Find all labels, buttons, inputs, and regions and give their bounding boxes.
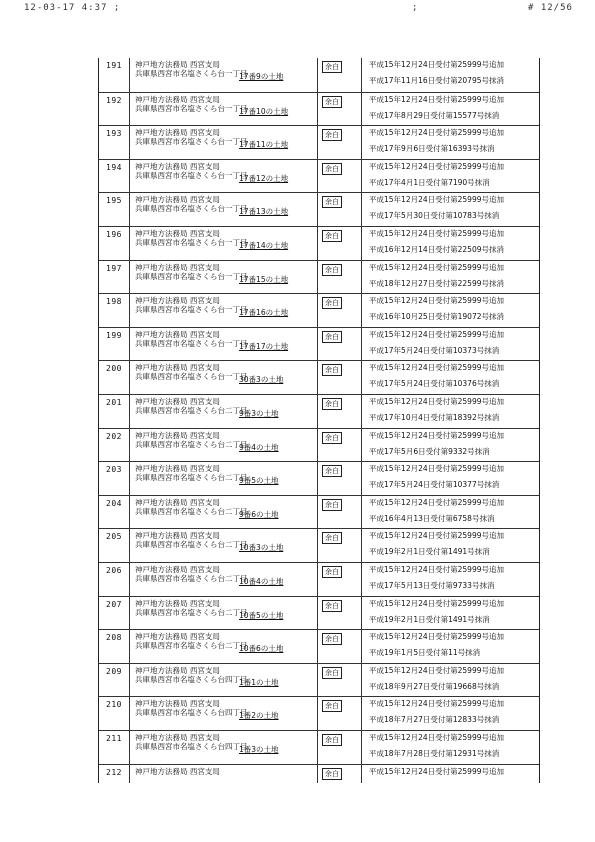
margin-stamp: 余白 xyxy=(322,600,342,612)
lot-number: 17番16の土地 xyxy=(239,308,289,318)
registration-cancellation: 平成17年5月24日受付第10373号抹消 xyxy=(369,345,500,355)
registry-office: 神戸地方法務局 西宮支局 xyxy=(135,128,220,138)
property-address: 兵庫県西宮市名塩さくら台一丁目 xyxy=(135,372,248,382)
lot-number: 9番4の土地 xyxy=(239,442,279,452)
registration-addition: 平成15年12月24日受付第25999号追加 xyxy=(369,262,504,272)
ledger-entry xyxy=(99,428,539,462)
registration-cancellation: 平成17年5月13日受付第9733号抹消 xyxy=(369,581,495,590)
margin-stamp: 余白 xyxy=(322,96,342,108)
property-address: 兵庫県西宮市名塩さくら台四丁目 xyxy=(135,674,248,684)
property-address: 兵庫県西宮市名塩さくら台一丁目 xyxy=(135,170,248,180)
property-address: 兵庫県西宮市名塩さくら台二丁目 xyxy=(135,439,248,449)
ledger-entry xyxy=(99,226,539,260)
registration-cancellation: 平成19年1月5日受付第11号抹消 xyxy=(369,648,481,658)
ledger-entry xyxy=(99,696,539,730)
registration-addition: 平成15年12月24日受付第25999号追加 xyxy=(369,733,504,742)
entry-number: 196 xyxy=(106,230,122,239)
registration-addition: 平成15年12月24日受付第25999号追加 xyxy=(369,60,504,69)
registry-office: 神戸地方法務局 西宮支局 xyxy=(135,195,220,205)
registration-addition: 平成15年12月24日受付第25999号追加 xyxy=(369,464,504,474)
collateral-ledger-table xyxy=(98,58,540,783)
ledger-entry xyxy=(99,394,539,428)
property-address: 兵庫県西宮市名塩さくら台二丁目 xyxy=(135,540,248,550)
registration-addition: 平成15年12月24日受付第25999号追加 xyxy=(369,161,504,171)
property-address: 兵庫県西宮市名塩さくら台一丁目 xyxy=(135,238,248,247)
entry-number: 201 xyxy=(106,398,122,407)
registry-office: 神戸地方法務局 西宮支局 xyxy=(135,632,220,642)
lot-number: 1番2の土地 xyxy=(239,711,279,721)
entry-number: 195 xyxy=(106,196,122,206)
registration-cancellation: 平成17年8月29日受付第15577号抹消 xyxy=(369,110,500,120)
lot-number: 17番11の土地 xyxy=(239,140,289,150)
lot-number: 30番3の土地 xyxy=(239,375,284,385)
entry-number: 211 xyxy=(106,734,122,743)
registration-cancellation: 平成18年7月27日受付第12833号抹消 xyxy=(369,715,500,725)
registry-office: 神戸地方法務局 西宮支局 xyxy=(135,531,220,541)
lot-number: 17番9の土地 xyxy=(239,72,284,81)
registration-addition: 平成15年12月24日受付第25999号追加 xyxy=(369,296,504,306)
ledger-entry xyxy=(99,764,539,798)
margin-stamp: 余白 xyxy=(322,61,342,73)
registration-cancellation: 平成17年5月24日受付第10377号抹消 xyxy=(369,480,500,490)
ledger-entry xyxy=(99,159,539,193)
lot-number: 10番5の土地 xyxy=(239,610,284,620)
ledger-entry xyxy=(99,663,539,697)
entry-number: 198 xyxy=(106,297,122,307)
property-address: 兵庫県西宮市名塩さくら台一丁目 xyxy=(135,103,248,113)
ledger-entry xyxy=(99,730,539,764)
registry-office: 神戸地方法務局 西宮支局 xyxy=(135,161,220,171)
entry-number: 205 xyxy=(106,532,122,542)
margin-stamp: 余白 xyxy=(322,700,342,712)
margin-stamp: 余白 xyxy=(322,499,342,511)
margin-stamp: 余白 xyxy=(322,432,342,444)
margin-stamp: 余白 xyxy=(322,398,342,410)
entry-number: 209 xyxy=(106,666,122,676)
registration-cancellation: 平成17年5月6日受付第9332号抹消 xyxy=(369,446,490,456)
property-address: 兵庫県西宮市名塩さくら台一丁目 xyxy=(135,271,248,281)
registration-addition: 平成15年12月24日受付第25999号追加 xyxy=(369,195,504,205)
lot-number: 17番12の土地 xyxy=(239,173,289,183)
margin-stamp: 余白 xyxy=(322,364,342,376)
property-address: 兵庫県西宮市名塩さくら台一丁目 xyxy=(135,204,248,214)
registration-cancellation: 平成18年12月27日受付第22599号抹消 xyxy=(369,278,504,288)
registry-office: 神戸地方法務局 西宮支局 xyxy=(135,229,220,238)
property-address: 兵庫県西宮市名塩さくら台四丁目 xyxy=(135,708,248,718)
ledger-entry xyxy=(99,461,539,495)
property-address: 兵庫県西宮市名塩さくら台二丁目 xyxy=(135,406,248,415)
margin-stamp: 余白 xyxy=(322,196,342,208)
ledger-entry xyxy=(99,293,539,327)
property-address: 兵庫県西宮市名塩さくら台二丁目 xyxy=(135,574,248,583)
ledger-entry xyxy=(99,125,539,159)
registration-addition: 平成15年12月24日受付第25999号追加 xyxy=(369,766,504,776)
registry-office: 神戸地方法務局 西宮支局 xyxy=(135,94,220,104)
registry-office: 神戸地方法務局 西宮支局 xyxy=(135,397,220,406)
margin-stamp: 余白 xyxy=(322,465,342,477)
registration-addition: 平成15年12月24日受付第25999号追加 xyxy=(369,665,504,675)
registry-office: 神戸地方法務局 西宮支局 xyxy=(135,329,220,339)
margin-stamp: 余白 xyxy=(322,633,342,645)
ledger-entry xyxy=(99,327,539,361)
registration-addition: 平成15年12月24日受付第25999号追加 xyxy=(369,430,504,440)
entry-number: 200 xyxy=(106,364,122,374)
ledger-entry xyxy=(99,562,539,596)
lot-number: 17番14の土地 xyxy=(239,241,289,250)
registration-cancellation: 平成16年12月14日受付第22509号抹消 xyxy=(369,245,504,254)
lot-number: 9番5の土地 xyxy=(239,476,279,486)
registry-office: 神戸地方法務局 西宮支局 xyxy=(135,363,220,373)
registration-addition: 平成15年12月24日受付第25999号追加 xyxy=(369,632,504,642)
lot-number: 1番3の土地 xyxy=(239,745,279,754)
registry-office: 神戸地方法務局 西宮支局 xyxy=(135,598,220,608)
registration-cancellation: 平成16年4月13日受付第6758号抹消 xyxy=(369,513,495,523)
entry-number: 208 xyxy=(106,633,122,643)
entry-number: 199 xyxy=(106,330,122,340)
registration-cancellation: 平成17年4月1日受付第7190号抹消 xyxy=(369,177,490,187)
margin-stamp: 余白 xyxy=(322,163,342,175)
margin-stamp: 余白 xyxy=(322,768,342,780)
margin-stamp: 余白 xyxy=(322,566,342,578)
registry-office: 神戸地方法務局 西宮支局 xyxy=(135,733,220,742)
registration-addition: 平成15年12月24日受付第25999号追加 xyxy=(369,397,504,406)
margin-stamp: 余白 xyxy=(322,264,342,276)
ledger-entry xyxy=(99,360,539,394)
entry-number: 212 xyxy=(106,767,122,777)
registration-cancellation: 平成18年7月28日受付第12931号抹消 xyxy=(369,749,500,758)
registry-office: 神戸地方法務局 西宮支局 xyxy=(135,665,220,675)
registration-addition: 平成15年12月24日受付第25999号追加 xyxy=(369,128,504,138)
margin-stamp: 余白 xyxy=(322,532,342,544)
fax-separator: ; xyxy=(412,3,418,13)
registry-office: 神戸地方法務局 西宮支局 xyxy=(135,262,220,272)
fax-timestamp: 12-03-17 4:37 ; xyxy=(24,3,121,13)
registration-cancellation: 平成17年5月24日受付第10376号抹消 xyxy=(369,379,500,389)
registry-office: 神戸地方法務局 西宮支局 xyxy=(135,766,220,776)
property-address: 兵庫県西宮市名塩さくら台二丁目 xyxy=(135,506,248,516)
ledger-entry xyxy=(99,629,539,663)
fax-page-number: # 12/56 xyxy=(528,3,573,13)
property-address: 兵庫県西宮市名塩さくら台一丁目 xyxy=(135,305,248,315)
entry-number: 202 xyxy=(106,431,122,441)
registration-cancellation: 平成17年11月16日受付第20795号抹消 xyxy=(369,76,504,85)
entry-number: 192 xyxy=(106,95,122,105)
registration-addition: 平成15年12月24日受付第25999号追加 xyxy=(369,94,504,104)
registration-cancellation: 平成16年10月25日受付第19072号抹消 xyxy=(369,312,504,322)
lot-number: 10番4の土地 xyxy=(239,577,284,586)
lot-number: 10番6の土地 xyxy=(239,644,284,654)
registration-addition: 平成15年12月24日受付第25999号追加 xyxy=(369,699,504,709)
property-address: 兵庫県西宮市名塩さくら台一丁目 xyxy=(135,69,248,78)
entry-number: 203 xyxy=(106,465,122,475)
lot-number: 17番17の土地 xyxy=(239,341,289,351)
registry-office: 神戸地方法務局 西宮支局 xyxy=(135,565,220,574)
entry-number: 210 xyxy=(106,700,122,710)
registration-cancellation: 平成19年2月1日受付第1491号抹消 xyxy=(369,614,490,624)
margin-stamp: 余白 xyxy=(322,734,342,746)
property-address: 兵庫県西宮市名塩さくら台一丁目 xyxy=(135,137,248,147)
entry-number: 197 xyxy=(106,263,122,273)
margin-stamp: 余白 xyxy=(322,230,342,242)
registry-office: 神戸地方法務局 西宮支局 xyxy=(135,430,220,440)
entry-number: 191 xyxy=(106,61,122,70)
property-address: 兵庫県西宮市名塩さくら台一丁目 xyxy=(135,338,248,348)
registration-addition: 平成15年12月24日受付第25999号追加 xyxy=(369,497,504,507)
registration-addition: 平成15年12月24日受付第25999号追加 xyxy=(369,229,504,238)
lot-number: 9番3の土地 xyxy=(239,409,279,418)
margin-stamp: 余白 xyxy=(322,667,342,679)
lot-number: 17番10の土地 xyxy=(239,106,289,116)
registration-cancellation: 平成19年2月1日受付第1491号抹消 xyxy=(369,547,490,557)
entry-number: 207 xyxy=(106,599,122,609)
registration-addition: 平成15年12月24日受付第25999号追加 xyxy=(369,598,504,608)
entry-number: 204 xyxy=(106,498,122,508)
ledger-entry xyxy=(99,260,539,294)
registration-cancellation: 平成17年5月30日受付第10783号抹消 xyxy=(369,211,500,221)
registry-office: 神戸地方法務局 西宮支局 xyxy=(135,464,220,474)
registration-cancellation: 平成17年9月6日受付第16393号抹消 xyxy=(369,144,495,154)
ledger-entry xyxy=(99,92,539,126)
lot-number: 9番6の土地 xyxy=(239,509,279,519)
property-address: 兵庫県西宮市名塩さくら台二丁目 xyxy=(135,641,248,651)
lot-number: 17番15の土地 xyxy=(239,274,289,284)
registration-addition: 平成15年12月24日受付第25999号追加 xyxy=(369,565,504,574)
property-address: 兵庫県西宮市名塩さくら台二丁目 xyxy=(135,473,248,483)
registration-addition: 平成15年12月24日受付第25999号追加 xyxy=(369,531,504,541)
entry-number: 206 xyxy=(106,566,122,575)
lot-number: 17番13の土地 xyxy=(239,207,289,217)
ledger-entry xyxy=(99,58,539,92)
margin-stamp: 余白 xyxy=(322,297,342,309)
registry-office: 神戸地方法務局 西宮支局 xyxy=(135,60,220,69)
entry-number: 193 xyxy=(106,129,122,139)
entry-number: 194 xyxy=(106,162,122,172)
registration-addition: 平成15年12月24日受付第25999号追加 xyxy=(369,329,504,339)
property-address: 兵庫県西宮市名塩さくら台四丁目 xyxy=(135,742,248,751)
property-address: 兵庫県西宮市名塩さくら台二丁目 xyxy=(135,607,248,617)
fax-header xyxy=(0,3,595,17)
ledger-entry xyxy=(99,192,539,226)
registry-office: 神戸地方法務局 西宮支局 xyxy=(135,699,220,709)
ledger-entry xyxy=(99,495,539,529)
registry-office: 神戸地方法務局 西宮支局 xyxy=(135,296,220,306)
margin-stamp: 余白 xyxy=(322,129,342,141)
lot-number: 10番3の土地 xyxy=(239,543,284,553)
registration-cancellation: 平成17年10月4日受付第18392号抹消 xyxy=(369,413,500,422)
registration-addition: 平成15年12月24日受付第25999号追加 xyxy=(369,363,504,373)
lot-number: 1番1の土地 xyxy=(239,677,279,687)
registry-office: 神戸地方法務局 西宮支局 xyxy=(135,497,220,507)
ledger-entry xyxy=(99,528,539,562)
ledger-entry xyxy=(99,596,539,630)
registration-cancellation: 平成18年9月27日受付第19668号抹消 xyxy=(369,681,500,691)
margin-stamp: 余白 xyxy=(322,331,342,343)
